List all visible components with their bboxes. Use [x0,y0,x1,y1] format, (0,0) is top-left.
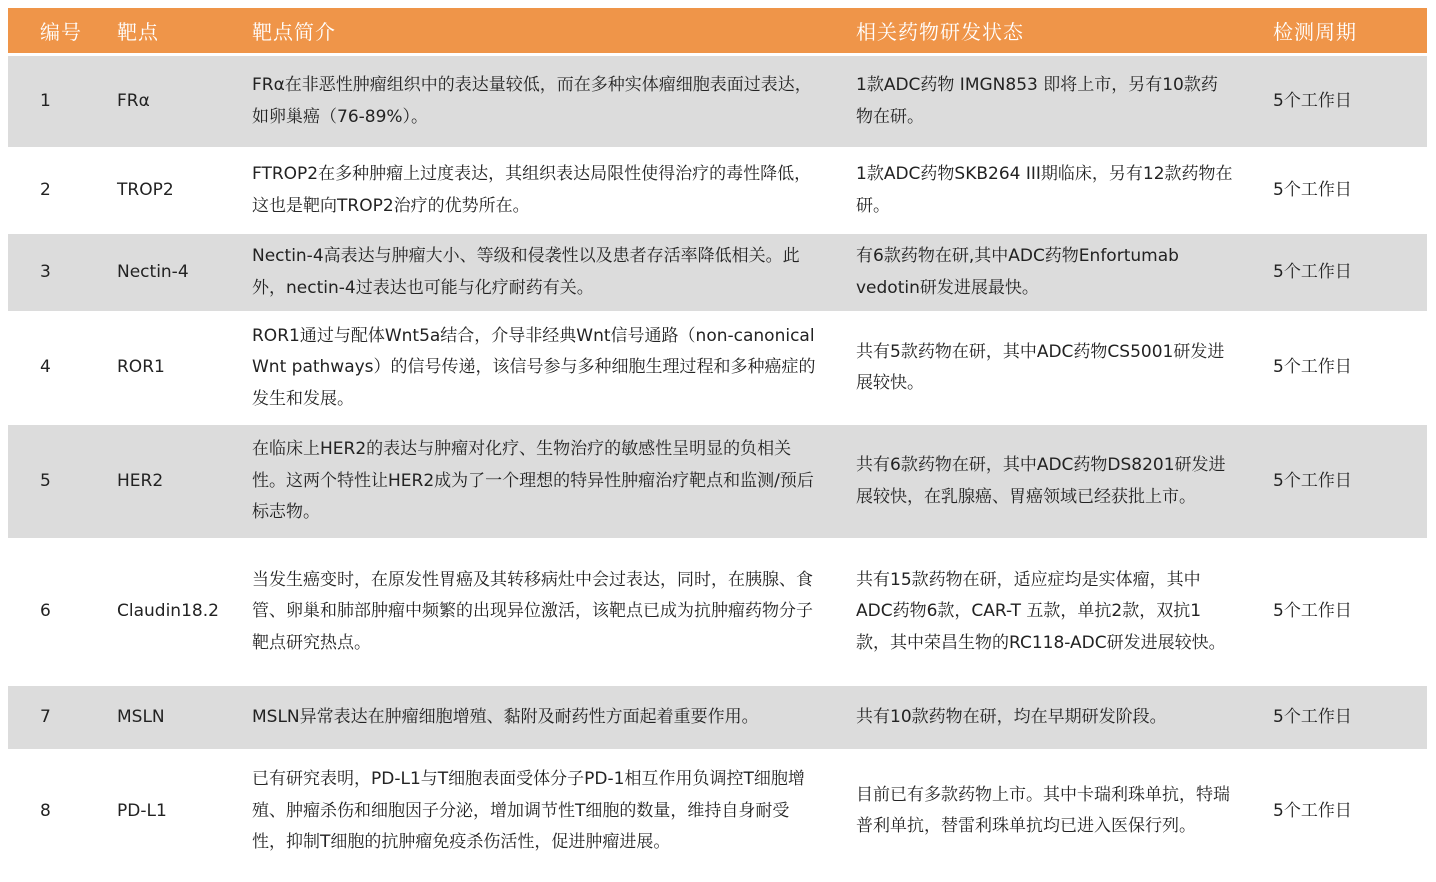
row-id: 2 [8,149,117,233]
row-target: TROP2 [117,149,252,233]
row-description: 已有研究表明，PD-L1与T细胞表面受体分子PD-1相互作用负调控T细胞增殖、肿瘤杀伤和细胞因子分泌，增加调节性T细胞的数量，维持自身耐受性，抑制T细胞的抗肿瘤免疫杀伤活性，促进肿瘤进展。 [252,751,856,871]
row-description: FRα在非恶性肿瘤组织中的表达量较低，而在多种实体瘤细胞表面过表达，如卵巢癌（76-89%）。 [252,55,856,149]
row-description: FTROP2在多种肿瘤上过度表达，其组织表达局限性使得治疗的毒性降低，这也是靶向TROP2治疗的优势所在。 [252,149,856,233]
row-id: 6 [8,540,117,685]
table-row [8,233,1427,313]
row-cycle: 5个工作日 [1273,424,1427,540]
row-cycle: 5个工作日 [1273,685,1427,751]
row-drug-status: 共有6款药物在研，其中ADC药物DS8201研发进展较快，在乳腺癌、胃癌领域已经获批上市。 [856,424,1273,540]
row-target: HER2 [117,424,252,540]
row-cycle: 5个工作日 [1273,149,1427,233]
row-target: Nectin-4 [117,233,252,313]
header-cycle: 检测周期 [1273,8,1427,55]
row-id: 7 [8,685,117,751]
table-row [8,540,1427,685]
row-id: 5 [8,424,117,540]
header-id: 编号 [8,8,117,55]
header-row [8,8,1427,55]
row-id: 8 [8,751,117,871]
row-drug-status: 共有15款药物在研，适应症均是实体瘤，其中ADC药物6款，CAR-T 五款，单抗2款，双抗1款，其中荣昌生物的RC118-ADC研发进展较快。 [856,540,1273,685]
table-row [8,313,1427,424]
row-drug-status: 共有10款药物在研，均在早期研发阶段。 [856,685,1273,751]
table-row [8,685,1427,751]
row-description: MSLN异常表达在肿瘤细胞增殖、黏附及耐药性方面起着重要作用。 [252,685,856,751]
row-cycle: 5个工作日 [1273,55,1427,149]
row-cycle: 5个工作日 [1273,233,1427,313]
row-description: 当发生癌变时，在原发性胃癌及其转移病灶中会过表达，同时，在胰腺、食管、卵巢和肺部肿瘤中频繁的出现异位激活，该靶点已成为抗肿瘤药物分子靶点研究热点。 [252,540,856,685]
row-drug-status: 1款ADC药物SKB264 III期临床，另有12款药物在研。 [856,149,1273,233]
table-row [8,149,1427,233]
table-header [8,8,1427,55]
row-id: 3 [8,233,117,313]
row-drug-status: 1款ADC药物 IMGN853 即将上市，另有10款药物在研。 [856,55,1273,149]
row-target: MSLN [117,685,252,751]
row-description: 在临床上HER2的表达与肿瘤对化疗、生物治疗的敏感性呈明显的负相关性。这两个特性让HER2成为了一个理想的特异性肿瘤治疗靶点和监测/预后标志物。 [252,424,856,540]
row-cycle: 5个工作日 [1273,313,1427,424]
row-description: ROR1通过与配体Wnt5a结合，介导非经典Wnt信号通路（non-canonical Wnt pathways）的信号传递，该信号参与多种细胞生理过程和多种癌症的发生和发展。 [252,313,856,424]
row-drug-status: 有6款药物在研,其中ADC药物Enfortumab vedotin研发进展最快。 [856,233,1273,313]
row-drug-status: 共有5款药物在研，其中ADC药物CS5001研发进展较快。 [856,313,1273,424]
table-row [8,55,1427,149]
row-target: ROR1 [117,313,252,424]
row-drug-status: 目前已有多款药物上市。其中卡瑞利珠单抗，特瑞普利单抗，替雷利珠单抗均已进入医保行列。 [856,751,1273,871]
row-cycle: 5个工作日 [1273,751,1427,871]
header-drug-status: 相关药物研发状态 [856,8,1273,55]
header-description: 靶点简介 [252,8,856,55]
row-id: 1 [8,55,117,149]
row-id: 4 [8,313,117,424]
row-target: FRα [117,55,252,149]
table-body [8,55,1427,871]
table-row [8,424,1427,540]
row-cycle: 5个工作日 [1273,540,1427,685]
header-target: 靶点 [117,8,252,55]
targets-table-container [8,8,1427,871]
row-target: Claudin18.2 [117,540,252,685]
targets-table [8,8,1427,871]
table-row [8,751,1427,871]
row-description: Nectin-4高表达与肿瘤大小、等级和侵袭性以及患者存活率降低相关。此外，nectin-4过表达也可能与化疗耐药有关。 [252,233,856,313]
row-target: PD-L1 [117,751,252,871]
